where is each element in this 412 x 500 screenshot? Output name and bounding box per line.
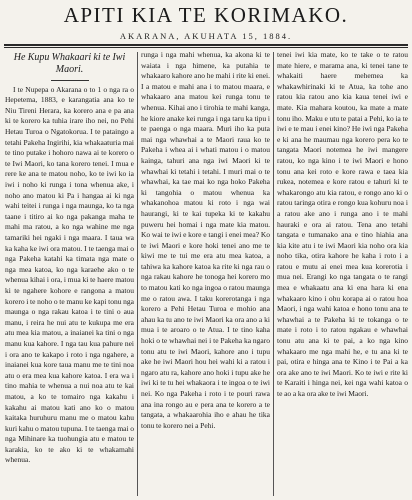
column-3-text: tenei iwi kia mate, ko te take o te ratou mate hiere, e marama ana, ki tenei tane te whakaiti haere mehemea ka whakawhirinaki ki te Atua, ka tohe ano ratou kia ratou ano kia kaua tenei iwi e mate. Kia mahara koutou, ka mate a mate tonu iho. Maku e utu te patai a Pehi, ko ia te iwi e te mau i enei kino? He iwi nga Pakeha e ki ana he maumau nga korero pera ko te tangata Maori notemea he iwi mangere ratou, ko nga kino i te iwi Maori e hono tonu ana kei roto e kore rawa e taea kia rukea, notemea e kore ratou e tahuri ki te whakarongo atu kia ratou, e rongo ano ki o ratou taringa otira e rongo kua kohuru noa i a ratou ake ano i runga ano i te mahi hauraki e ora ai ratou. Tena ano tetahi tangata e tumanako ana e tino hiahia ana kia kite atu i te iwi Maori kia noho ora kia noho tika, otira kahore he kaha i roto i a ratou e mutu ai enei mea kua korerotia i mua nei. Erangi ko nga tangata o te rangi mea e whakaatu ana ki ena hara ki ena whakaaro kino i ohu korapa ai o ratou hoa Maori, i nga wahi katoa e hono tonu ana te whawhai a te Pakeha ki te tokanga o te mate i roto i to ratou ngakau e whawhai tonu atu ana ki te pai, a ko nga kino whakaaro me nga mahi he, e tu ana ki te pai, otira e hinga ana te Kino i te Pai a ka ora ake ano te iwi Maori. Ko te iwi e rite ki te Karaiti i hinga nei, kei nga wahi katoa o te ao a ka ora ake te iwi Maori. [277,50,408,398]
column-2-text: runga i nga mahi whenua, ka akona ki te waiata i nga himene, ka putahia te whakaaro kahore ano he mahi i rite ki enei. I a matou e mahi ana i to matou maara, e whakaaro ana matou kei runga tonu te whenua. Kihai ano i tirohia te mahi kanga, he kiore anake kei runga i nga taru ka tipu i te paenga o nga maara. Muri iho ka puta mai nga whawhai a te Maori raua ko te Pakeha i whea ai i whati matou i o matou kainga, tahuri ana nga iwi Maori ki te whawhai ki tetahi i tetahi. I muri mai o te whawhai, ka tae mai ko nga hoko Pakeha ki tangohia o matou whenua ka whakanohoa matou ki roto i nga wai haurangi, ki te kai tupeka ki te kakahu puweru hei homai i nga mate kia matou. Ko wai te iwi e kore e tangi i enei mea? Ko te iwi Maori e kore hoki tenei ano me te kiwi me te tui me era atu mea katoa, a tahiwa ka kahore katoa ka rite ki nga rau o nga rakau kahore he tonoga hei korero mo to matou kati ko nga ingoa o ratou maunga me o ratou awa. I taku korerotanga i nga korero a Pehi Hetau Turoa e mohio ana ahau ka tu ano te iwi Maori ka ora ano a ki mua i te aroaro o te Atua. I te tino kaha hoki o te whawhai nei i te Pakeha ka ngaro tonu atu te iwi Maori, kahore ano i tupu ake he iwi Maori hou hei wahi ki a ratou i ngaro atu ra, kahore ano hoki i tupu ake he iwi ki te tu hei whakaora i te ingoa o te iwi nei. Ko nga Pakeha i roto i te pouri rawa ana ina rongo au e pera ana te korero a te tangata, a whakaarohia iho e ahau he tika tonu te korero nei a Pehi. [141,50,270,430]
masthead-rule-thin [4,47,408,48]
article-headline: He Kupu Whakaari ki te Iwi Maori. [13,52,126,75]
column-divider-1 [137,52,138,496]
column-1-text: I te Nupepa o Akarana o to 1 o nga ra o Hepetema, 1883, e karangatia ana ko te Niu Tireni Herara, ka korero ana e pa ana ki te korero ka tuhia irare iho nei, no Pehi Hetau Turoa o Ngatokorua. I te pataingo a tetahi Pakeha Ingirihi, kia whakaaturia mai te tino putake i hohoro nawa ai te korero o te Iwi Maori, ko tana korero tenei. I mua e rere ke ana te matou noho, ko te iwi ko ia iwi i noho ki runga i tona whenua ake, i noho ano matou ki Pa i hangaa ai ki nga wahi teitei i runga i nga maunga, ko ta nga taane i titiro ai ko nga pakanga maha te mahi ma ratou, a ko nga wahine me nga tamariki hei ngaki i nga maara. I taua wa ka kaha ke iwi ora matou. I te taenga mai o nga Pakeha katahi ka timata nga mate o nga mea katoa, ko nga karaehe ako o te whenua kihai i ora, i mua ki te haere matou ki te ngahere kohore e rangona a matou korero i te noho o te manu ke kapi tonu nga maunga o nga rakau katoa i te tini o aua manu, i reira he nui atu te kukupa me era atu mea kia matou, a inaianei ka tini o nga manu kua kahore. I nga tau kua pahure nei i ora ano te kakapo i roto i nga ngahere, a inaianei kua kore taua manu me te tini noa atu o era mea kua kahore katoa. I era wa i tino mahia te whenua a nui noa atu te kai matou, a ko te tomairo nga kakahu i kakahu ai matou kati ano ko o matou kaitaka huruhuru manu me o matou kahu kuri kahu o matou tupuna. I te taenga mai o nga Mihinare ka tuohungia atu e matou te karakia, ko te ako ki te whakamahi whenua. [5,84,134,465]
column-divider-2 [273,52,274,496]
dateline: AKARANA, AKUHATA 15, 1884. [119,31,293,41]
masthead-title: APITI KIA TE KORIMAKO. [63,3,349,27]
headline-rule [51,80,89,81]
column-3 [277,50,408,498]
column-2 [141,50,270,498]
column-1 [5,50,134,498]
masthead-rule-thick [4,44,408,46]
